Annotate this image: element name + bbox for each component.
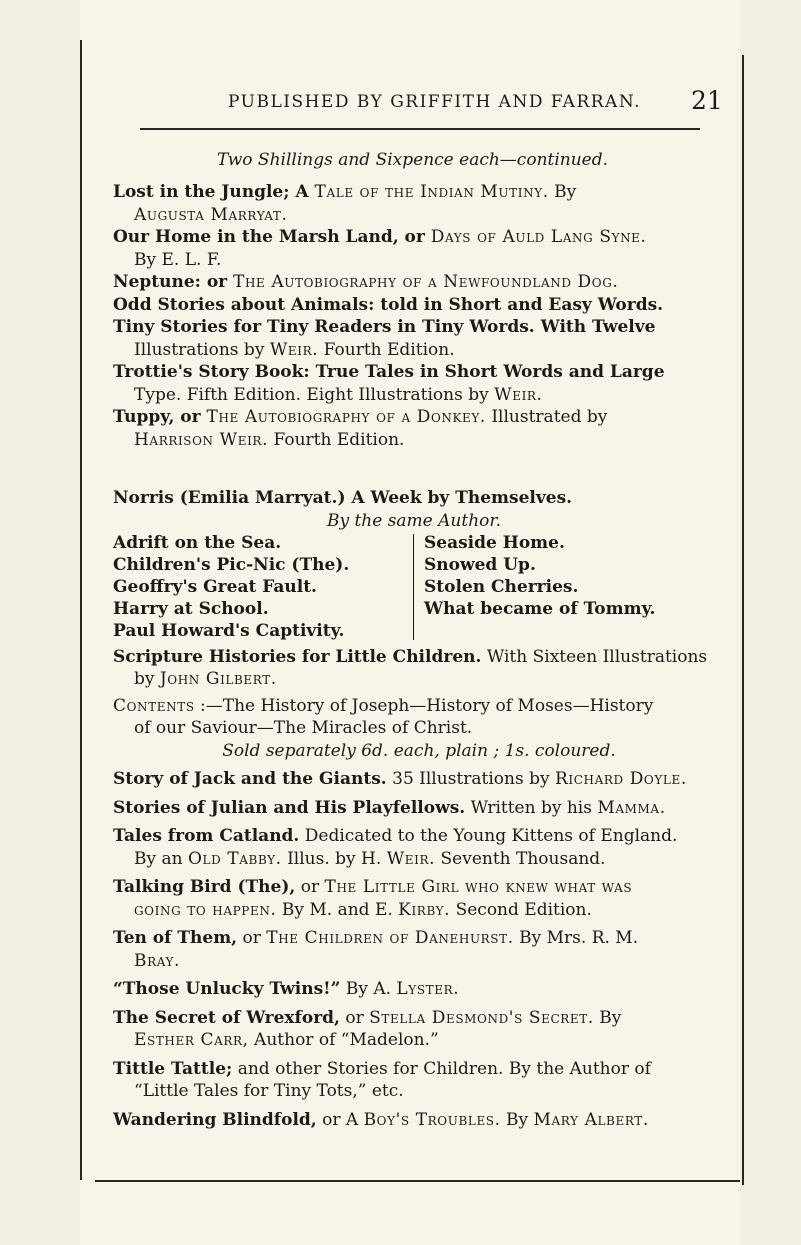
entry-author: Old Tabby.	[188, 848, 282, 869]
entry-text: Dedicated to the Young Kittens of England.	[299, 826, 678, 846]
entry-title: Tuppy, or	[113, 407, 207, 427]
entry-jack-and-the-giants	[113, 768, 735, 791]
sold-separately-note: Sold separately 6d. each, plain ; 1s. coloured.	[222, 740, 616, 761]
entry-text: by	[134, 669, 160, 689]
contents-label: Contents	[113, 695, 195, 716]
entry-title: Ten of Them,	[113, 928, 238, 948]
entry-text: By	[593, 1007, 622, 1028]
entry-author: Mamma.	[597, 797, 666, 818]
entry-tittle-tattle	[113, 1058, 735, 1103]
contents-text: :—The History of Joseph—History of Moses—History	[194, 695, 654, 716]
entry-title: Trottie's Story Book: True Tales in Short Words and Large	[113, 362, 665, 382]
entry-title: Neptune: or	[113, 272, 234, 292]
entry-text: By an	[134, 848, 188, 869]
entry-scripture-histories	[113, 646, 735, 691]
footer-rule	[95, 1180, 740, 1182]
same-author-columns	[113, 532, 735, 642]
entry-edition: Fourth Edition.	[268, 429, 405, 450]
section-subtitle: Two Shillings and Sixpence each—continued.	[217, 150, 609, 170]
title-geoffrys-great-fault: Geoffry's Great Fault.	[113, 576, 317, 597]
entry-author: Mary Albert.	[533, 1109, 649, 1130]
entry-text: By A.	[340, 979, 397, 999]
entry-text: or A	[316, 1109, 364, 1130]
entry-neptune	[113, 271, 735, 294]
entry-subtitle: Stella Desmond's Secret.	[369, 1007, 594, 1028]
title-snowed-up: Snowed Up.	[424, 554, 536, 575]
entry-title: Scripture Histories for Little Children.	[113, 646, 482, 667]
entry-title: Story of Jack and the Giants.	[113, 769, 387, 789]
entry-title: Our Home in the Marsh Land, or	[113, 227, 431, 247]
entry-title: Talking Bird (The),	[113, 877, 296, 897]
contents-text-line2: of our Saviour—The Miracles of Christ.	[134, 718, 473, 738]
entry-illustrator: John Gilbert.	[159, 669, 277, 689]
entry-stories-of-julian	[113, 797, 735, 820]
entry-text: By	[500, 1109, 534, 1130]
entry-author: Lyster.	[396, 979, 460, 999]
entry-lost-in-the-jungle	[113, 181, 735, 226]
entry-trotties-story-book	[113, 361, 735, 406]
entry-secret-of-wrexford	[113, 1007, 735, 1052]
entry-title: “Those Unlucky Twins!”	[113, 979, 341, 999]
entry-title: The Secret of Wrexford,	[113, 1007, 340, 1028]
entry-author: Kirby.	[398, 899, 451, 920]
entry-text: By	[548, 182, 577, 202]
entry-text: Type. Fifth Edition. Eight Illustrations by	[134, 384, 495, 405]
page-edge-left	[80, 40, 82, 1180]
entry-subtitle: Boy's Troubles.	[363, 1109, 501, 1130]
entry-illustrator: Weir.	[386, 848, 436, 869]
title-childrens-pic-nic: Children's Pic-Nic (The).	[113, 554, 350, 575]
entry-subtitle: Tale of the Indian Mutiny.	[314, 182, 549, 202]
running-head: PUBLISHED BY GRIFFITH AND FARRAN.	[228, 92, 642, 112]
by-same-author: By the same Author.	[326, 510, 502, 531]
title-paul-howards-captivity: Paul Howard's Captivity.	[113, 620, 345, 641]
entry-author: Augusta Marryat.	[134, 204, 288, 225]
entry-text: Illustrations by	[134, 339, 270, 360]
page-number: 21	[691, 86, 723, 115]
title-adrift-on-the-sea: Adrift on the Sea.	[113, 532, 282, 553]
entry-title: Lost in the Jungle; A	[113, 182, 315, 202]
entry-text: or	[295, 877, 325, 897]
entry-subtitle: The Autobiography of a Donkey.	[206, 407, 486, 427]
column-divider	[413, 534, 414, 640]
entry-text-line2: “Little Tales for Tiny Tots,” etc.	[134, 1081, 404, 1101]
entry-author: By E. L. F.	[134, 249, 222, 270]
entry-tiny-stories	[113, 316, 735, 361]
entry-wandering-blindfold	[113, 1109, 735, 1132]
entry-author: Bray.	[134, 950, 181, 971]
entry-contents	[113, 695, 735, 763]
entry-our-home-in-the-marsh-land	[113, 226, 735, 271]
entry-subtitle: Days of Auld Lang Syne.	[430, 227, 647, 247]
entry-text: Author of “Madelon.”	[248, 1030, 439, 1050]
entry-text: With Sixteen Illustrations	[481, 646, 708, 667]
entry-edition: Fourth Edition.	[318, 339, 455, 360]
entry-edition: Seventh Thousand.	[435, 848, 606, 869]
entry-tuppy	[113, 406, 735, 451]
entry-illustrator: Harrison Weir.	[134, 429, 269, 450]
entry-odd-stories-about-animals	[113, 294, 735, 317]
title-harry-at-school: Harry at School.	[113, 598, 269, 619]
entry-text: or	[339, 1007, 370, 1028]
entry-title: Tittle Tattle;	[113, 1058, 233, 1079]
entry-title: Wandering Blindfold,	[113, 1109, 317, 1130]
entry-text: or	[237, 928, 267, 948]
entry-ten-of-them	[113, 927, 735, 972]
entry-title: Stories of Julian and His Playfellows.	[113, 797, 466, 818]
entry-illustrator: Weir.	[269, 339, 319, 360]
title-what-became-of-tommy: What became of Tommy.	[424, 598, 656, 619]
entry-subtitle: The Children of Danehurst.	[266, 928, 514, 948]
catalogue-entries	[113, 181, 735, 1131]
entry-author: Esther Carr,	[134, 1030, 249, 1050]
entry-text: By M. and E.	[276, 899, 399, 920]
entry-subtitle: The Autobiography of a Newfoundland Dog.	[233, 272, 619, 292]
title-stolen-cherries: Stolen Cherries.	[424, 576, 579, 597]
same-author-left-column	[113, 532, 413, 642]
entry-subtitle: The Little Girl who knew what was	[324, 877, 633, 897]
entry-talking-bird	[113, 876, 735, 921]
header-rule	[140, 128, 700, 130]
same-author-right-column	[424, 532, 655, 642]
entry-norris-heading: Norris (Emilia Marryat.) A Week by Themselves.	[113, 488, 573, 508]
entry-title: Tales from Catland.	[113, 826, 300, 846]
entry-illustrator: Richard Doyle.	[554, 769, 687, 789]
entry-title: Odd Stories about Animals: told in Short and Easy Words.	[113, 294, 664, 315]
title-seaside-home: Seaside Home.	[424, 532, 565, 553]
entry-title: Tiny Stories for Tiny Readers in Tiny Words. With Twelve	[113, 317, 656, 337]
entry-text: Illus. by H.	[281, 848, 387, 869]
entry-text: 35 Illustrations by	[386, 769, 555, 789]
entry-those-unlucky-twins	[113, 978, 735, 1001]
entry-illustrator: Weir.	[494, 384, 543, 405]
entry-text: By Mrs. R. M.	[513, 928, 639, 948]
entry-subtitle-cont: going to happen.	[134, 899, 277, 920]
entry-edition: Second Edition.	[450, 899, 592, 920]
entry-text: Written by his	[465, 797, 598, 818]
page-edge-right	[742, 55, 744, 1185]
entry-text: and other Stories for Children. By the Author of	[232, 1058, 651, 1079]
entry-text: Illustrated by	[485, 407, 608, 427]
entry-tales-from-catland	[113, 825, 735, 870]
